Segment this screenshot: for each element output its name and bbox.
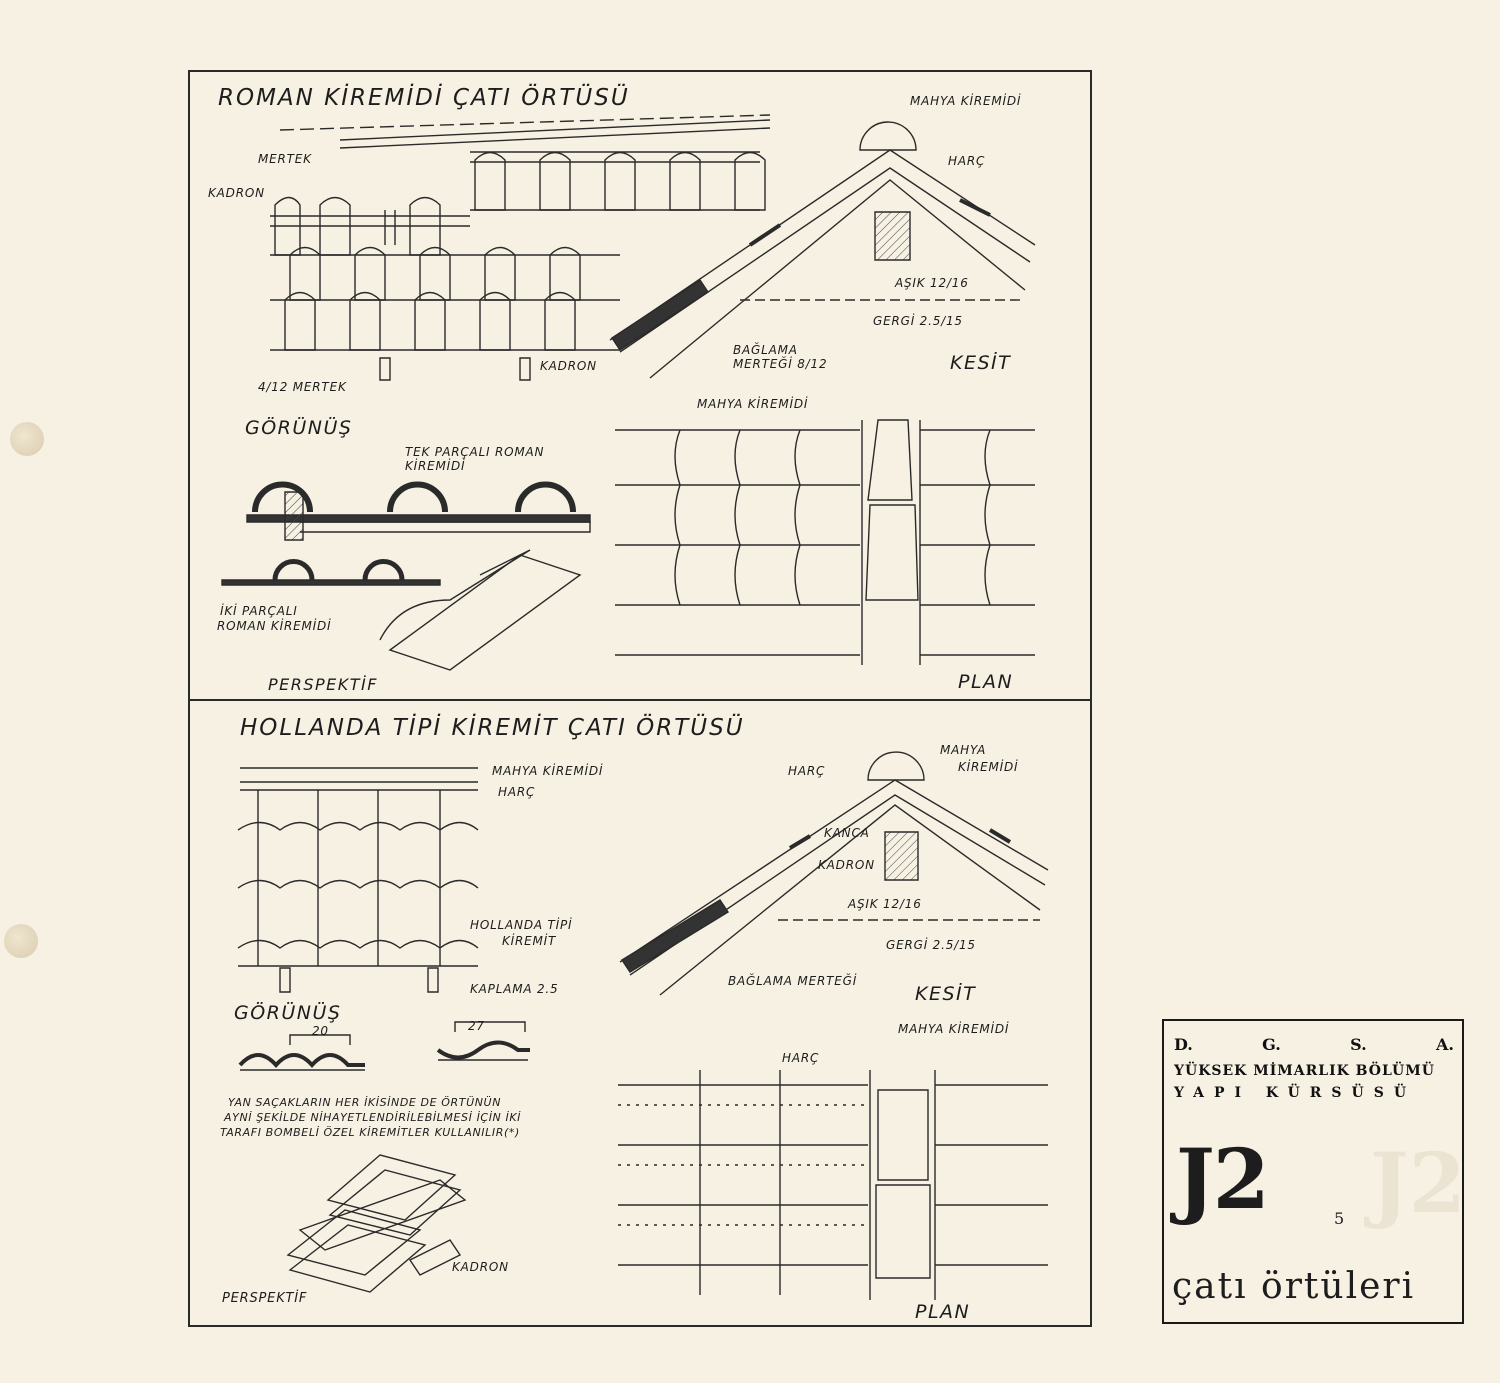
- roman-plan-drawing: [615, 420, 1035, 665]
- label-asik: AŞIK 12/16: [895, 276, 969, 290]
- label-kaplama: KAPLAMA 2.5: [470, 982, 559, 996]
- label-kadron: KADRON: [818, 858, 875, 872]
- label-hollanda: HOLLANDA TİPİ: [470, 918, 573, 932]
- label-kanca: KANCA: [824, 826, 870, 840]
- roman-section-title: ROMAN KİREMİDİ ÇATI ÖRTÜSÜ: [218, 85, 630, 111]
- hollanda-elevation-drawing: [238, 768, 478, 992]
- note-line-3: TARAFI BOMBELİ ÖZEL KİREMİTLER KULLANILIR(*): [220, 1126, 520, 1139]
- label-kesit: KESİT: [950, 352, 1012, 374]
- department-name: YÜKSEK MİMARLIK BÖLÜMÜ: [1174, 1063, 1435, 1079]
- dimension-20: 20: [312, 1024, 329, 1038]
- label-perspektif: PERSPEKTİF: [268, 675, 378, 694]
- label-kadron-top: KADRON: [208, 186, 265, 200]
- chair-name: YAPI KÜRSÜSÜ: [1174, 1085, 1417, 1101]
- roman-profile-drawing: [222, 484, 590, 670]
- school-initials: [1174, 1035, 1454, 1054]
- label-harc: HARÇ: [948, 154, 986, 168]
- label-baglama: BAĞLAMA: [733, 343, 798, 357]
- label-h-plan-mahya: MAHYA KİREMİDİ: [898, 1022, 1010, 1036]
- label-kesit-mahya-kiremidi: KİREMİDİ: [958, 760, 1019, 774]
- label-persp-kadron: KADRON: [452, 1260, 509, 1274]
- initial-d: D.: [1174, 1035, 1193, 1054]
- initial-a: A.: [1436, 1035, 1454, 1054]
- label-h-mahya: MAHYA KİREMİDİ: [492, 764, 604, 778]
- label-h-gergi: GERGİ 2.5/15: [886, 938, 976, 952]
- label-h-gorunus: GÖRÜNÜŞ: [234, 1002, 342, 1024]
- sheet-number: 5: [1334, 1209, 1345, 1228]
- label-h-baglama: BAĞLAMA MERTEĞİ: [728, 974, 858, 988]
- note-line-2: AYNİ ŞEKİLDE NİHAYETLENDİRİLEBİLMESİ İÇİN İKİ: [224, 1111, 521, 1124]
- label-hollanda-kiremit: KİREMİT: [502, 934, 557, 948]
- dimension-27: 27: [468, 1019, 485, 1033]
- label-gergi: GERGİ 2.5/15: [873, 314, 963, 328]
- sheet-code: J2: [1176, 1132, 1268, 1228]
- label-gorunus: GÖRÜNÜŞ: [245, 417, 353, 439]
- hollanda-section-title: HOLLANDA TİPİ KİREMİT ÇATI ÖRTÜSÜ: [240, 715, 745, 741]
- title-block: [1162, 1019, 1464, 1324]
- label-iki-parcali: İKİ PARÇALI: [220, 604, 298, 618]
- label-kadron-bottom: KADRON: [540, 359, 597, 373]
- label-tek-parcali-kiremidi: KİREMİDİ: [405, 459, 466, 473]
- label-mertek: MERTEK: [258, 152, 312, 166]
- sheet-subject: çatı örtüleri: [1172, 1266, 1416, 1307]
- label-plan-mahya: MAHYA KİREMİDİ: [697, 397, 809, 411]
- label-mertek-size: 4/12 MERTEK: [258, 380, 347, 394]
- label-kesit-mahya: MAHYA: [940, 743, 987, 757]
- label-iki-parcali-roman: ROMAN KİREMİDİ: [217, 619, 332, 633]
- note-line-1: YAN SAÇAKLARIN HER İKİSİNDE DE ÖRTÜNÜN: [228, 1096, 502, 1109]
- label-mahya-kiremidi: MAHYA KİREMİDİ: [910, 94, 1022, 108]
- hollanda-plan-drawing: [618, 1070, 1048, 1300]
- label-h-perspektif: PERSPEKTİF: [222, 1291, 308, 1306]
- ghost-imprint: J2: [1370, 1136, 1466, 1232]
- label-h-plan-harc: HARÇ: [782, 1051, 820, 1065]
- label-plan: PLAN: [958, 671, 1014, 693]
- label-h-kesit: KESİT: [915, 983, 977, 1005]
- label-kesit-harc: HARÇ: [788, 764, 826, 778]
- hollanda-section-drawing: [620, 752, 1048, 995]
- label-h-asik: AŞIK 12/16: [848, 897, 922, 911]
- hollanda-profile-drawing: [240, 1019, 530, 1070]
- label-baglama-mertegi: MERTEĞİ 8/12: [733, 357, 828, 371]
- hollanda-perspective-drawing: [288, 1155, 465, 1292]
- label-tek-parcali: TEK PARÇALI ROMAN: [405, 445, 545, 459]
- label-h-plan: PLAN: [915, 1301, 971, 1323]
- initial-g: G.: [1262, 1035, 1281, 1054]
- initial-s: S.: [1350, 1035, 1367, 1054]
- label-h-harc: HARÇ: [498, 785, 536, 799]
